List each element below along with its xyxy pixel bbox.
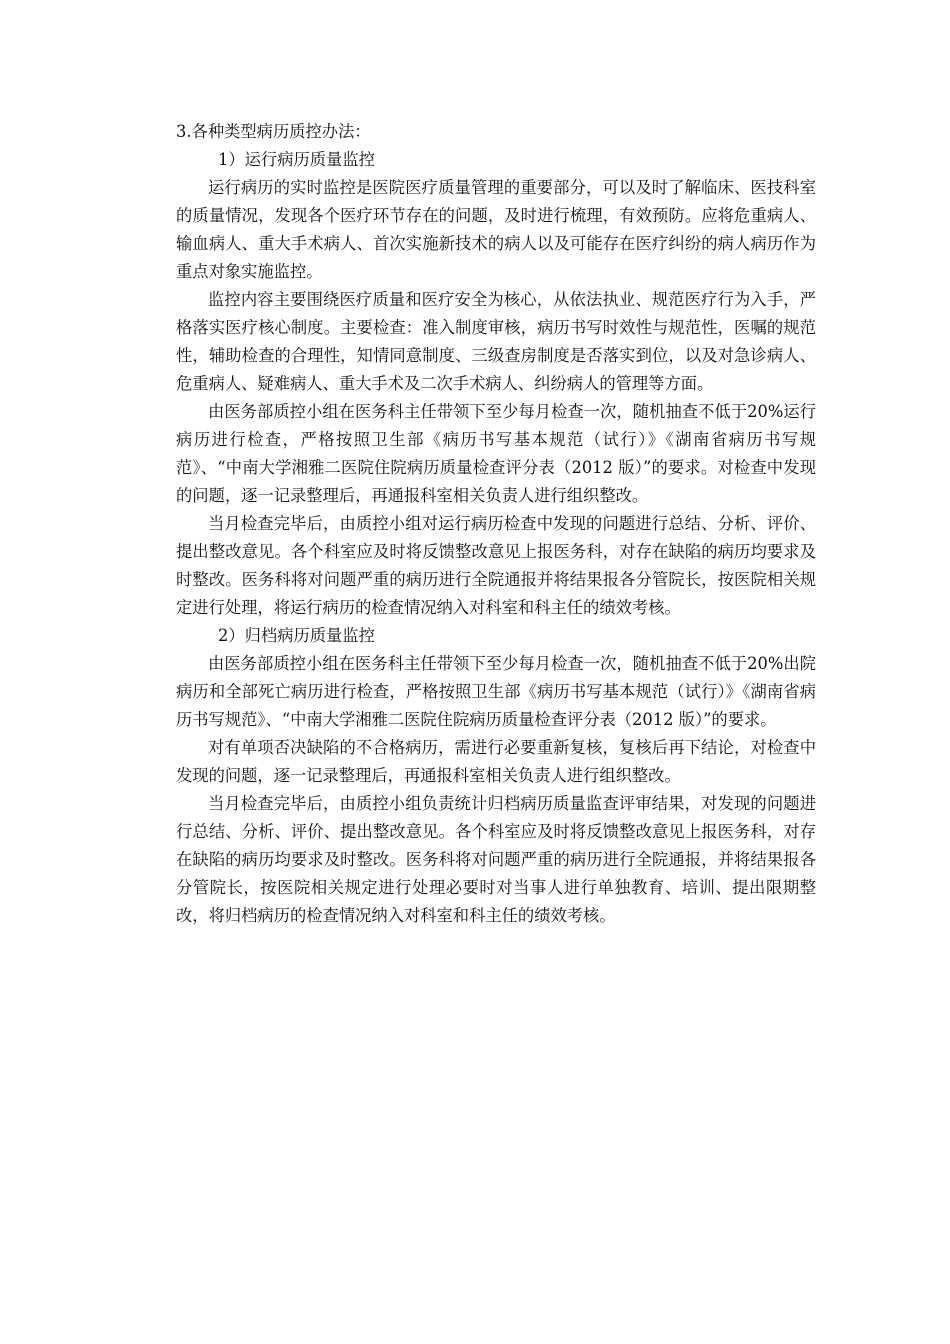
paragraph: 运行病历的实时监控是医院医疗质量管理的重要部分，可以及时了解临床、医技科室的质量情况，发现各个医疗环节存在的问题，及时进行梳理，有效预防。应将危重病人、输血病人、重大手术病人、首次实施新技术的病人以及可能存在医疗纠纷的病人病历作为重点对象实施监控。 — [176, 178, 816, 281]
running-record-heading: 1）运行病历质量监控 — [218, 150, 375, 169]
paragraph: 当月检查完毕后，由质控小组对运行病历检查中发现的问题进行总结、分析、评价、提出整改意见。各个科室应及时将反馈整改意见上报医务科，对存在缺陷的病历均要求及时整改。医务科将对问题严重的病历进行全院通报并将结果报各分管院长，按医院相关规定进行处理，将运行病历的检查情况纳入对科室和科主任的绩效考核。 — [176, 514, 816, 617]
document-page — [176, 118, 816, 930]
paragraph: 由医务部质控小组在医务科主任带领下至少每月检查一次，随机抽查不低于20%出院病历和全部死亡病历进行检查，严格按照卫生部《病历书写基本规范（试行）》《湖南省病历书写规范》、“中南大学湘雅二医院住院病历质量检查评分表（2012 版）”的要求。 — [176, 654, 816, 729]
paragraph: 监控内容主要围绕医疗质量和医疗安全为核心，从依法执业、规范医疗行为入手，严格落实医疗核心制度。主要检查：准入制度审核，病历书写时效性与规范性，医嘱的规范性，辅助检查的合理性，知情同意制度、三级查房制度是否落实到位，以及对急诊病人、危重病人、疑难病人、重大手术及二次手术病人、纠纷病人的管理等方面。 — [176, 290, 816, 393]
paragraph: 由医务部质控小组在医务科主任带领下至少每月检查一次，随机抽查不低于20%运行病历进行检查，严格按照卫生部《病历书写基本规范（试行）》《湖南省病历书写规范》、“中南大学湘雅二医院住院病历质量检查评分表（2012 版）”的要求。对检查中发现的问题，逐一记录整理后，再通报科室相关负责人进行组织整改。 — [176, 402, 816, 505]
paragraph: 当月检查完毕后，由质控小组负责统计归档病历质量监查评审结果，对发现的问题进行总结、分析、评价、提出整改意见。各个科室应及时将反馈整改意见上报医务科，对存在缺陷的病历均要求及时整改。医务科将对问题严重的病历进行全院通报，并将结果报各分管院长，按医院相关规定进行处理必要时对当事人进行单独教育、培训、提出限期整改，将归档病历的检查情况纳入对科室和科主任的绩效考核。 — [176, 794, 816, 925]
archived-record-heading: 2）归档病历质量监控 — [218, 626, 375, 645]
section-title: 3.各种类型病历质控办法： — [176, 122, 371, 141]
paragraph: 对有单项否决缺陷的不合格病历，需进行必要重新复核，复核后再下结论，对检查中发现的问题，逐一记录整理后，再通报科室相关负责人进行组织整改。 — [176, 738, 816, 785]
